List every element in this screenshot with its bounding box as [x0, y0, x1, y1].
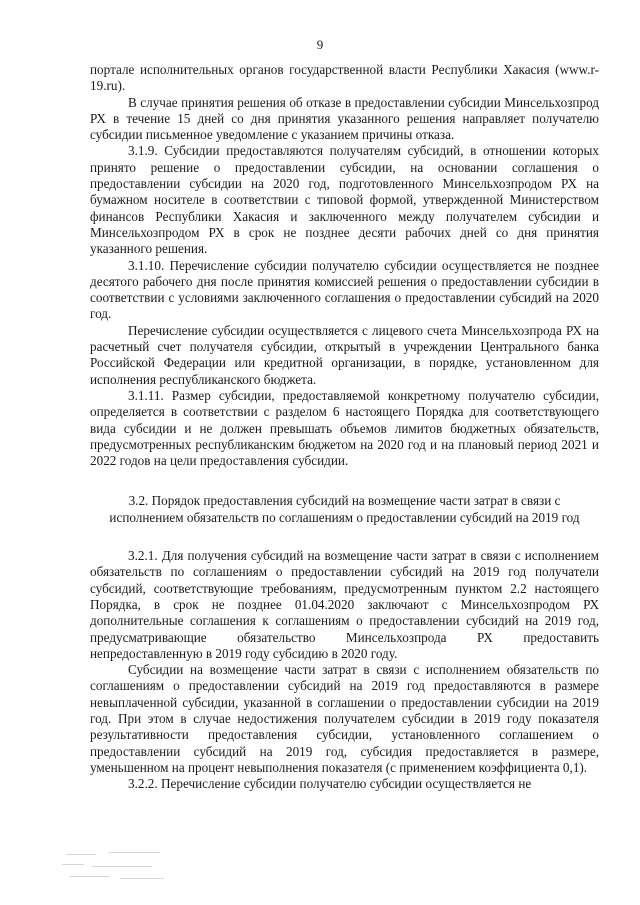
- scan-artifact: [62, 848, 180, 888]
- document-body: [90, 62, 599, 792]
- paragraph-transfer-account: Перечисление субсидии осуществляется с лицевого счета Минсельхозпрода РХ на расчетный счет получателя субсидии, открытый в учреждении Центрального банка Российской Федерации или кредитной организации, в порядке, установленном для исполнения республиканского бюджета.: [90, 322, 599, 387]
- paragraph-portal: порталe исполнительных органов государственной власти Республики Хакасия (www.r-19.ru).: [90, 62, 599, 94]
- paragraph-3-1-11: 3.1.11. Размер субсидии, предоставляемой конкретному получателю субсидии, определяется в соответствии с разделом 6 настоящего Порядка для соответствующего вида субсидии и не должен превышать объемов лимитов бюджетных обязательств, предусмотренных республиканским бюджетом на 2020 год и на плановый период 2021 и 2022 годов на цели предоставления субсидии.: [90, 387, 599, 469]
- paragraph-refusal-notice: В случае принятия решения об отказе в предоставлении субсидии Минсельхозпрод РХ в течение 15 дней со дня принятия указанного решения направляет получателю субсидии письменное уведомление с указанием причины отказа.: [90, 94, 599, 143]
- paragraph-3-2-2: 3.2.2. Перечисление субсидии получателю субсидии осуществляется не: [128, 776, 532, 792]
- paragraph-compensation: Субсидии на возмещение части затрат в связи с исполнением обязательств по соглашениям о предоставлении субсидий на 2019 год предоставляются в размере невыплаченной субсидии, указанной в соглашении о предоставлении субсидии на 2019 год. При этом в случае недостижения получателем субсидии в 2019 году показателя результативности предоставления субсидии, установленного соглашением о предоставлении субсидий на 2019 год, субсидия предоставляется в размере, уменьшенном на процент невыполнения показателя (с применением коэффициента 0,1).: [90, 662, 599, 775]
- paragraph-3-1-9: 3.1.9. Субсидии предоставляются получателям субсидий, в отношении которых принято решение о предоставлении субсидии, на основании соглашения о предоставлении субсидии на 2020 год, подготовленного Минсельхозпродом РХ на бумажном носителе в соответствии с типовой формой, утвержденной Министерством финансов Республики Хакасия и заключенного между получателем субсидии и Минсельхозпродом РХ в срок не позднее десяти рабочих дней со дня принятия указанного решения.: [90, 143, 599, 257]
- paragraph-3-2-1: 3.2.1. Для получения субсидий на возмещение части затрат в связи с исполнением обязательств по соглашениям о предоставлении субсидий на 2019 год получатели субсидий, соответствующие требованиям, предусмотренным пунктом 2.2 настоящего Порядка, в срок не позднее 01.04.2020 заключают с Минсельхозпродом РХ дополнительные соглашения к соглашениям о предоставлении субсидий на 2019 год, предусматривающие обязательство Минсельхозпрода РХ предоставить непредоставленную в 2019 году субсидию в 2020 году.: [90, 548, 599, 661]
- page-number: 9: [316, 37, 324, 52]
- section-heading-3-2: 3.2. Порядок предоставления субсидий на возмещение части затрат в связи с исполнением обязательств по соглашениям о предоставлении субсидий на 2019 год: [109, 493, 580, 525]
- paragraph-3-1-10: 3.1.10. Перечисление субсидии получателю субсидии осуществляется не позднее десятого рабочего дня после принятия комиссией решения о предоставлении субсидии в соответствии с условиями заключенного соглашения о предоставлении субсидий на 2020 год.: [90, 257, 599, 322]
